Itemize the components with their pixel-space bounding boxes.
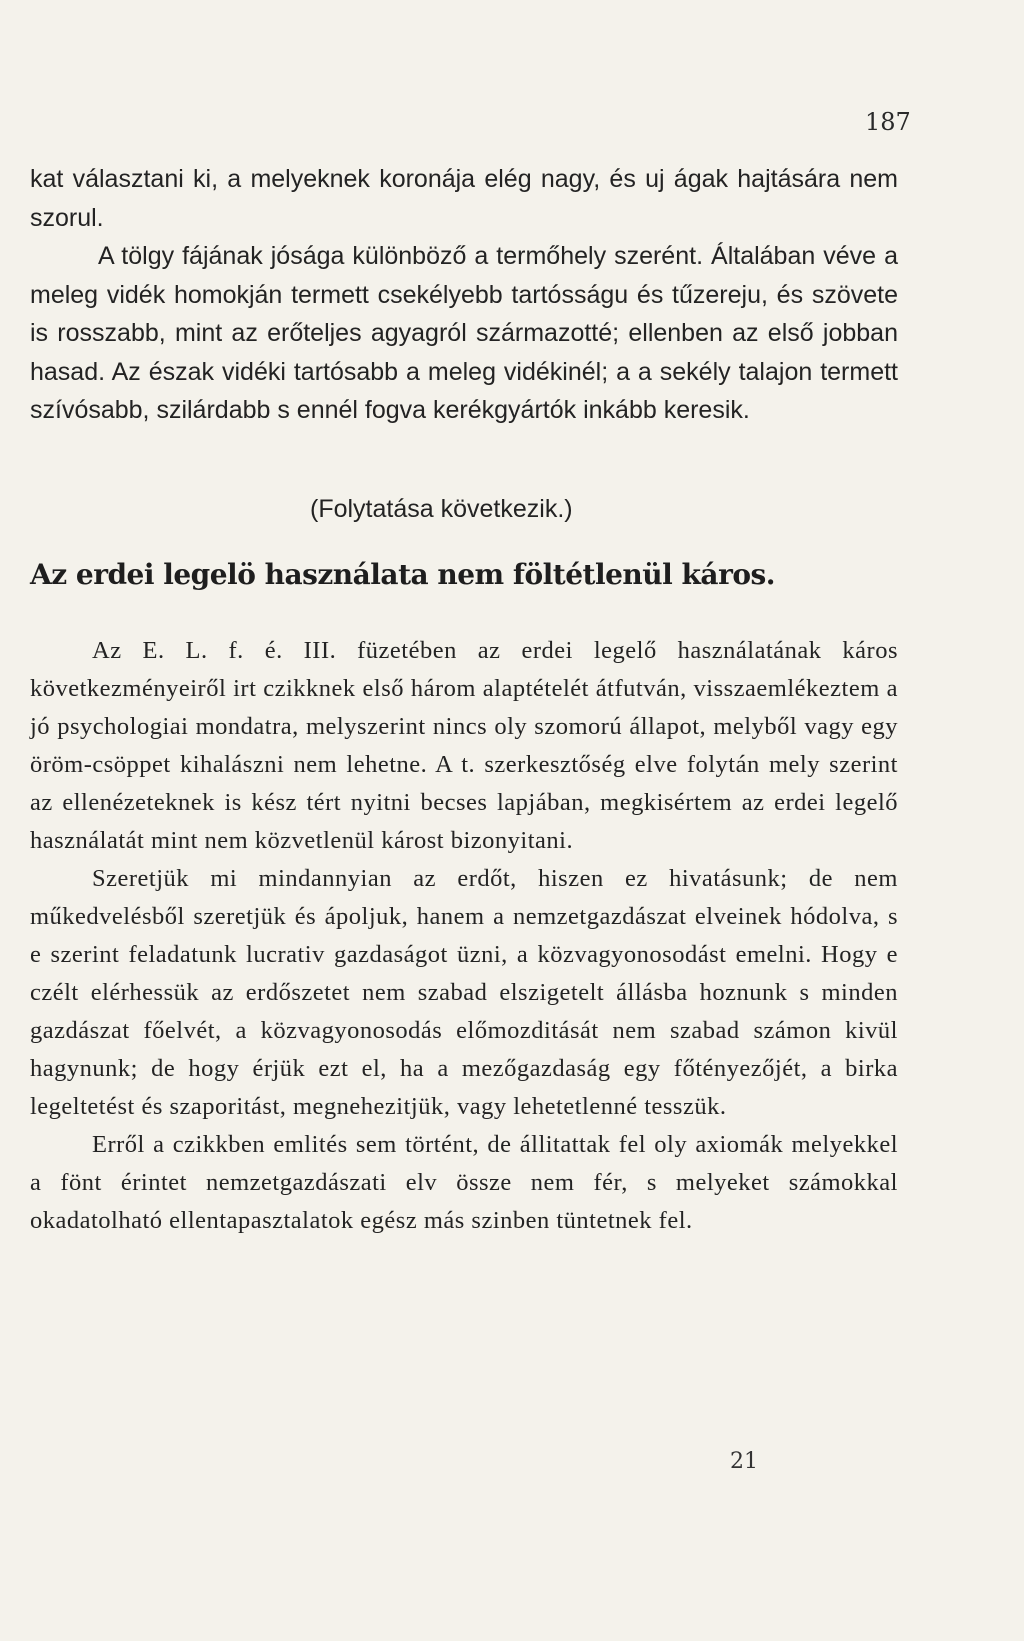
article-body: [30, 632, 898, 1240]
printer-signature-mark: 21: [730, 1449, 758, 1474]
paragraph: Szeretjük mi mindannyian az erdőt, hiszen ez hivatásunk; de nem műkedvelésből szeretjük és ápoljuk, hanem a nemzetgazdászat elveinek hódolva, s e szerint feladatunk lucrativ gazdaságot üzni, a közvagyonosodást emelni. Hogy e czélt elérhessük az erdőszetet nem szabad elszigetelt állásba hoznunk s minden gazdászat főelvét, a közvagyonosodás előmozditását nem szabad számon kivül hagynunk; de hogy érjük ezt el, ha a mezőgazdaság egy főtényezőjét, a birka legeltetést és szaporitást, megnehezitjük, vagy lehetetlenné tesszük.: [30, 865, 898, 1120]
article-title: Az erdei legelö használata nem föltétlenül káros.: [30, 558, 776, 591]
paragraph: A tölgy fájának jósága különböző a termőhely szerént. Általában véve a meleg vidék homokján termett csekélyebb tartósságu és tűzereju, és szövete is rosszabb, mint az erőteljes agyagról származotté; ellenben az első jobban hasad. Az észak vidéki tartósabb a meleg vidékinél; a a sekély talajon termett szívósabb, szilárdabb s ennél fogva kerékgyártók inkább keresik.: [30, 242, 898, 424]
continuation-note: (Folytatása következik.): [310, 495, 573, 523]
page-number: 187: [865, 108, 911, 136]
previous-article-ending: [30, 160, 898, 430]
paragraph: kat választani ki, a melyeknek koronája elég nagy, és uj ágak hajtására nem szorul.: [30, 165, 898, 232]
paragraph: Erről a czikkben emlités sem történt, de állitattak fel oly axiomák melyekkel a fönt érintet nemzetgazdászati elv össze nem fér, s melyeket számokkal okadatolható ellentapasztalatok egész más szinben tüntetnek fel.: [30, 1131, 898, 1234]
paragraph: Az E. L. f. é. III. füzetében az erdei legelő használatának káros következményeiről irt czikknek első három alaptételét átfutván, visszaemlékeztem a jó psychologiai mondatra, melyszerint nincs oly szomorú állapot, melyből vagy egy öröm-csöppet kihalászni nem lehetne. A t. szerkesztőség elve folytán mely szerint az ellenézeteknek is kész tért nyitni becses lapjában, megkisértem az erdei legelő használatát mint nem közvetlenül károst bizonyitani.: [30, 637, 898, 854]
